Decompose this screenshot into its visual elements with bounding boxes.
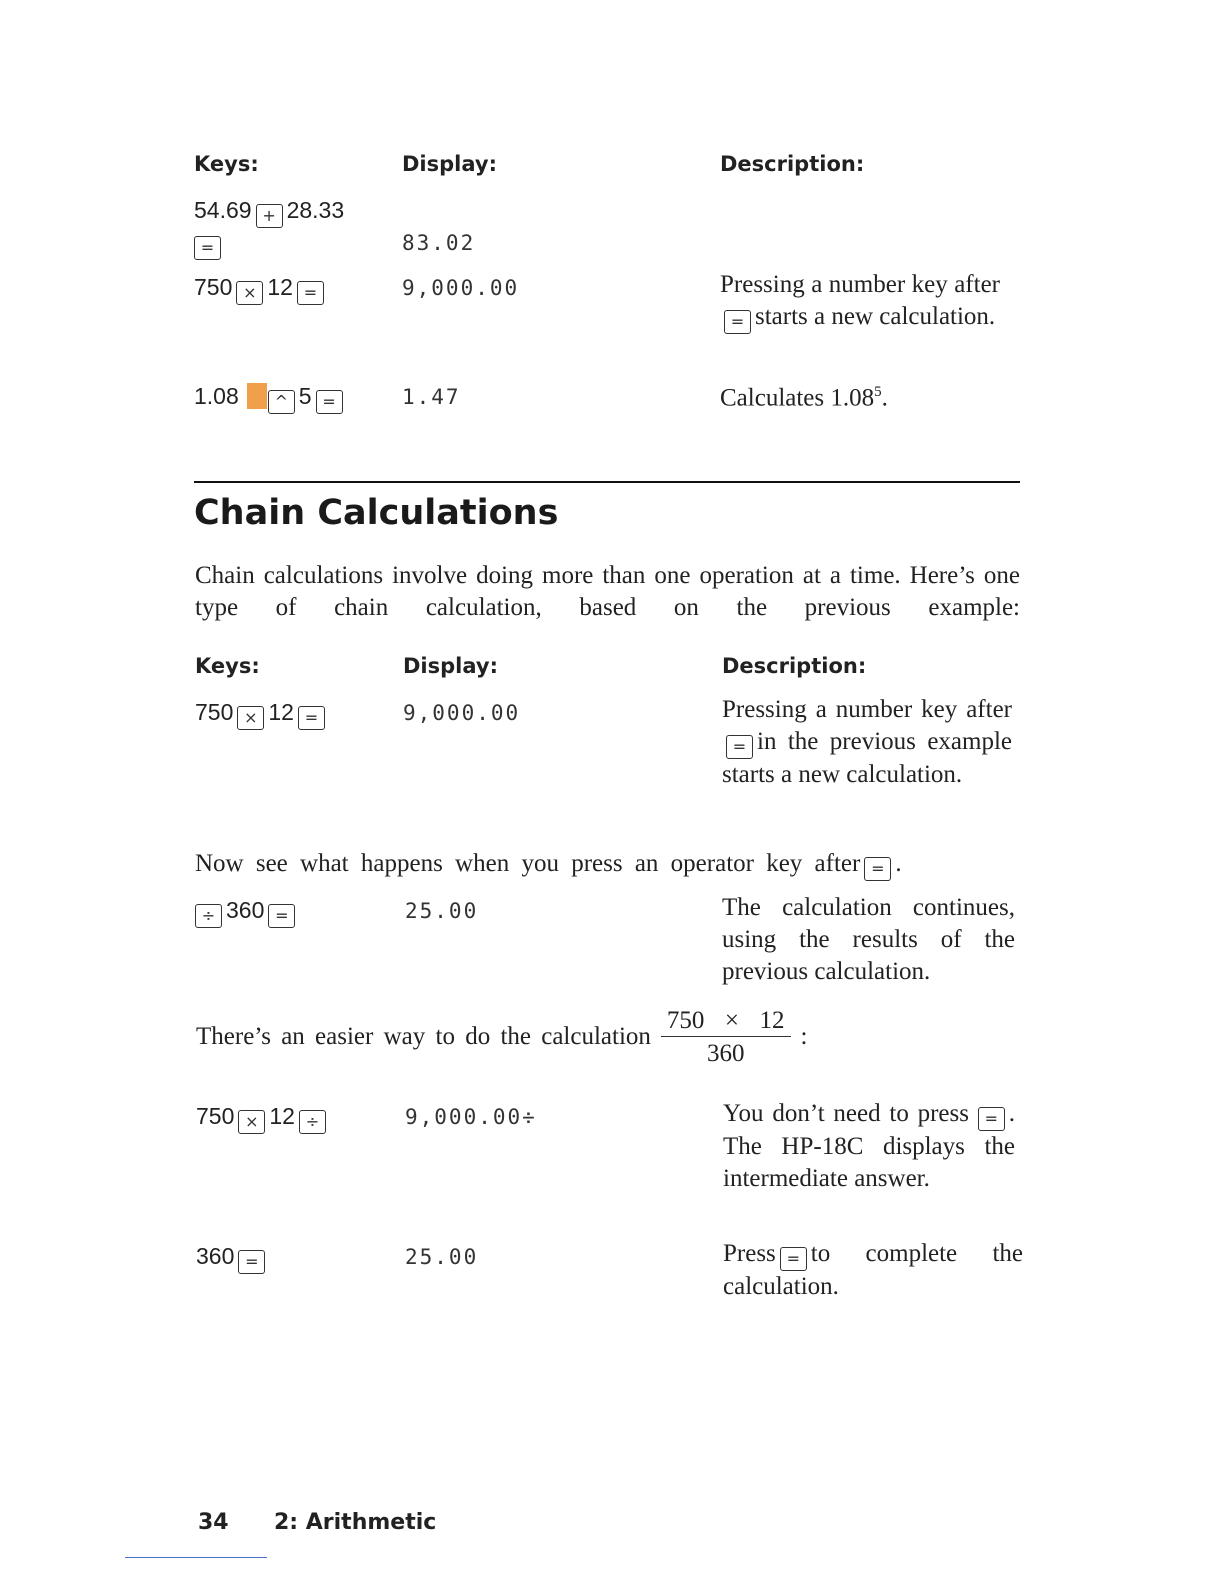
fraction-denominator: 360	[706, 1040, 745, 1067]
equals-key-icon: =	[238, 1250, 265, 1274]
keys-row	[195, 897, 299, 928]
equals-key-icon: =	[268, 904, 295, 928]
equals-key-icon: =	[780, 1247, 807, 1271]
number: 5	[298, 383, 312, 409]
equals-key-icon: =	[298, 706, 325, 730]
keys-row-1-line-2	[194, 229, 225, 260]
number: 750	[195, 699, 234, 725]
number: 750	[194, 274, 233, 300]
display-value: 83.02	[402, 231, 476, 255]
multiply-key-icon: ×	[236, 281, 263, 305]
display-value: 1.47	[402, 385, 461, 409]
display-value: 9,000.00	[403, 701, 521, 725]
number: 12	[267, 274, 293, 300]
number: 12	[269, 1103, 295, 1129]
description-text: You don’t need to press = . The HP-18C displays the intermediate answer.	[723, 1100, 1016, 1192]
intro-paragraph: Chain calculations involve doing more than one operation at a time. Here’s one type of chain calculation, based on the previous example:	[195, 562, 1020, 621]
operator-key-paragraph: Now see what happens when you press an operator key after = .	[195, 848, 1010, 881]
fraction-numerator: 750 × 12	[661, 1006, 791, 1037]
multiply-key-icon: ×	[237, 706, 264, 730]
section-divider	[194, 481, 1020, 483]
power-key-icon: ^	[268, 390, 295, 414]
chapter-title: 2: Arithmetic	[274, 1510, 437, 1535]
page-number: 34	[198, 1510, 229, 1535]
display-value: 9,000.00÷	[405, 1105, 537, 1129]
description-header: Description:	[722, 654, 867, 678]
number: 1.08	[194, 383, 239, 409]
description-text: Pressing a number key after= in the previous example starts a new calculation.	[722, 696, 1012, 788]
display-value: 25.00	[405, 899, 479, 923]
keys-row-2	[194, 274, 328, 305]
fraction	[661, 1006, 791, 1071]
section-title: Chain Calculations	[194, 493, 559, 533]
divide-key-icon: ÷	[299, 1110, 326, 1134]
number: 360	[226, 897, 265, 923]
keys-row-1-line-1	[194, 197, 344, 228]
number: 750	[196, 1103, 235, 1129]
number: 12	[268, 699, 294, 725]
divide-key-icon: ÷	[195, 904, 222, 928]
equals-key-icon: =	[316, 390, 343, 414]
keys-row	[195, 699, 329, 730]
plus-key-icon: +	[256, 204, 283, 228]
description-text: Calculates 1.08$^5$.	[720, 384, 888, 412]
easier-way-paragraph: There’s an easier way to do the calculation $\frac{750 \times 12}{360}$ :	[196, 1006, 916, 1071]
number: 28.33	[286, 197, 345, 223]
equals-key-icon: =	[194, 236, 221, 260]
display-value: 9,000.00	[402, 276, 520, 300]
multiply-key-icon: ×	[238, 1110, 265, 1134]
description-text: Pressing a number key after= starts a new calculation.	[720, 269, 1000, 334]
description-header: Description:	[720, 152, 865, 176]
number: 54.69	[194, 197, 252, 223]
equals-key-icon: =	[978, 1107, 1005, 1131]
display-header: Display:	[403, 654, 498, 678]
shift-key-icon	[247, 383, 267, 409]
display-value: 25.00	[405, 1245, 479, 1269]
number: 360	[196, 1243, 235, 1269]
keys-header: Keys:	[194, 152, 259, 176]
keys-row	[196, 1103, 330, 1134]
keys-row-3	[194, 383, 347, 414]
equals-key-icon: =	[726, 735, 753, 759]
bottom-link-line	[125, 1557, 267, 1558]
display-header: Display:	[402, 152, 497, 176]
equals-key-icon: =	[864, 857, 891, 881]
equals-key-icon: =	[724, 310, 751, 334]
equals-key-icon: =	[297, 281, 324, 305]
description-text: The calculation continues, using the results of the previous calculation.	[722, 894, 1015, 985]
keys-row	[196, 1243, 269, 1274]
keys-header: Keys:	[195, 654, 260, 678]
description-text: Press = to complete the calculation.	[723, 1240, 1023, 1300]
